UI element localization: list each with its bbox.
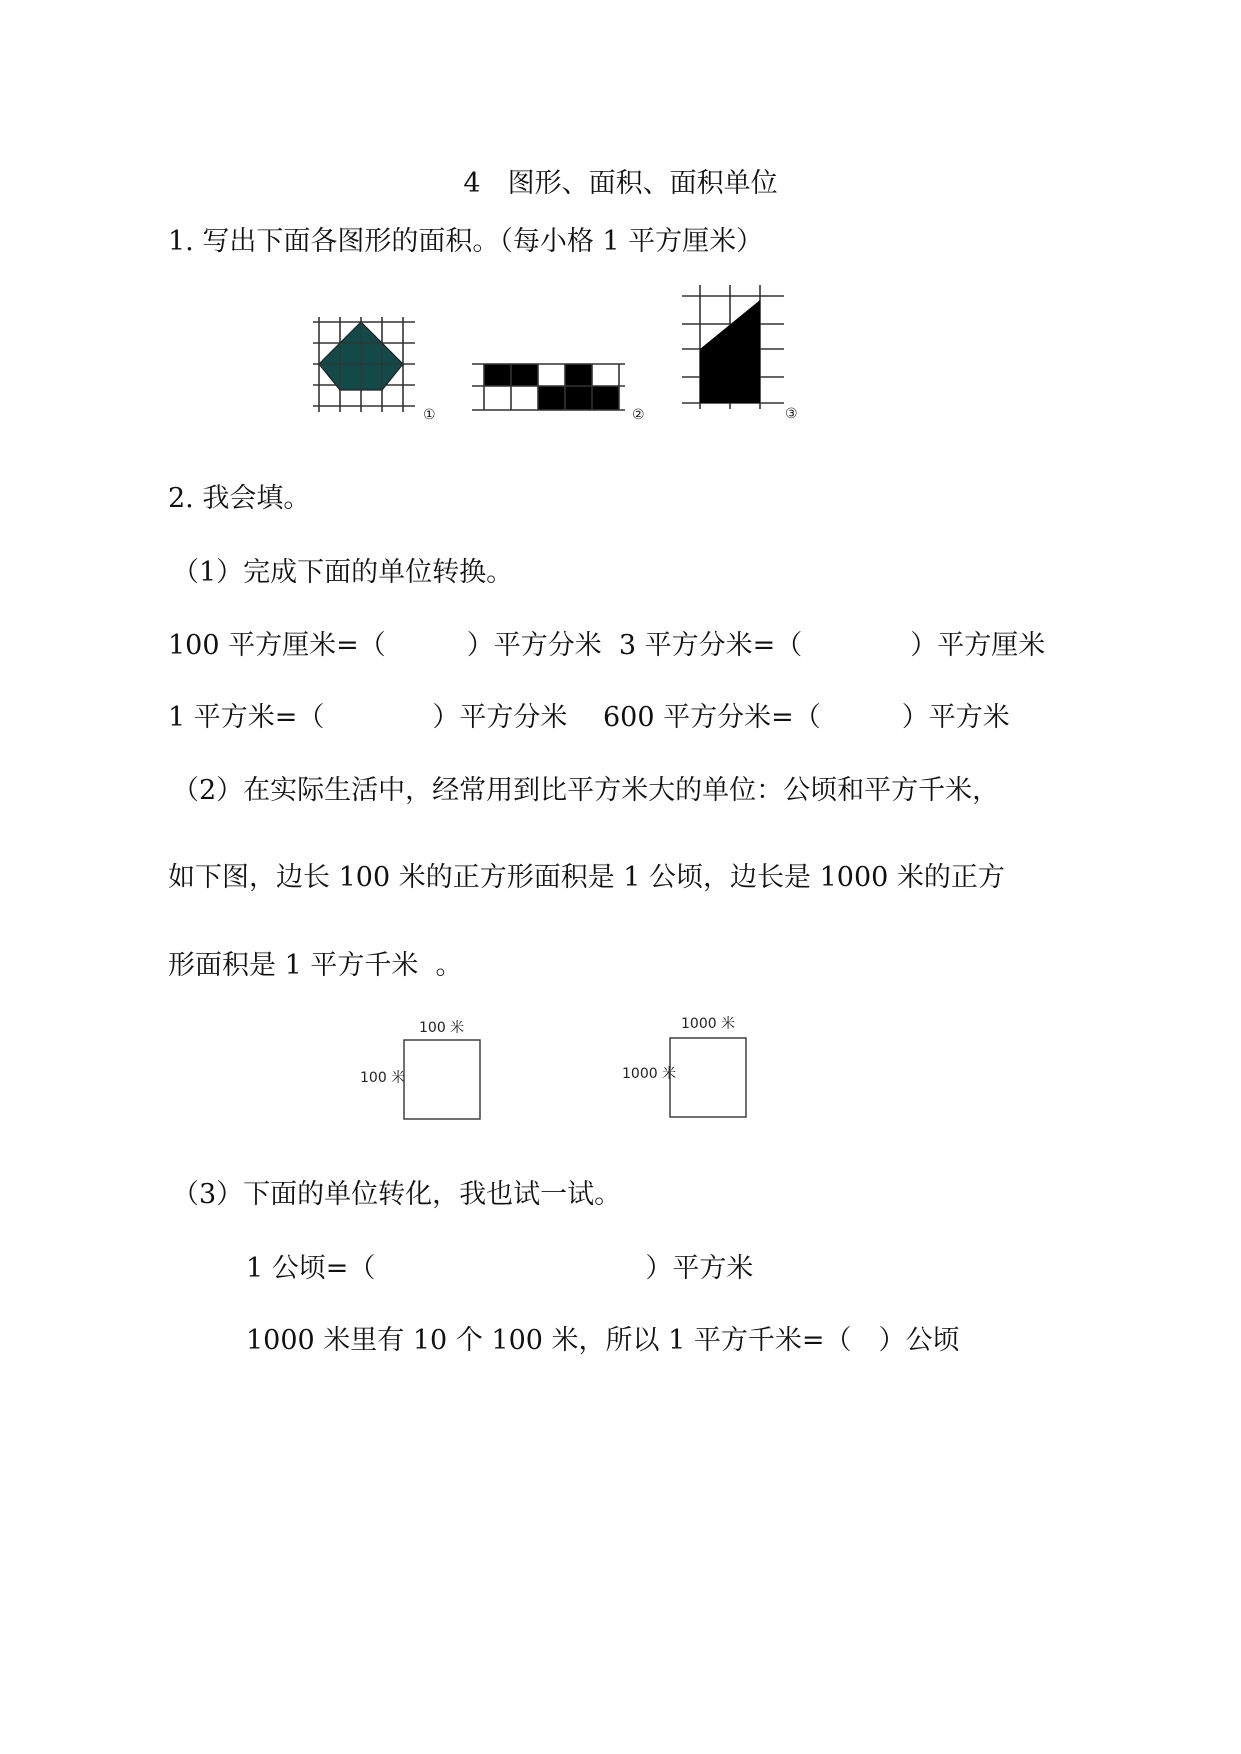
figure-2-shape	[484, 364, 619, 410]
part-2-line-1: （2）在实际生活中，经常用到比平方米大的单位：公顷和平方千米，	[172, 775, 1000, 806]
figure-3-label: ③	[785, 406, 798, 422]
part-3-line-2: 1000 米里有 10 个 100 米，所以 1 平方千米=（ ）公顷	[246, 1325, 960, 1356]
square-2-top-label: 1000 米	[681, 1016, 736, 1032]
figure-3-grid	[680, 283, 810, 428]
square-1000m-diagram	[620, 1010, 760, 1125]
figure-2-grid	[470, 355, 660, 425]
square-100m-diagram	[355, 1012, 495, 1127]
part-3-heading: （3）下面的单位转化，我也试一试。	[172, 1179, 622, 1210]
figure-1-label: ①	[423, 407, 436, 423]
figure-1-grid	[305, 315, 445, 425]
part-2-line-3: 形面积是 1 平方千米 。	[168, 950, 463, 981]
square-1	[404, 1040, 480, 1119]
part-1-heading: （1）完成下面的单位转换。	[172, 557, 514, 588]
part-3-line-1: 1 公顷=（ ）平方米	[246, 1253, 754, 1284]
conversion-line-2: 1 平方米=（ ）平方分米 600 平方分米=（ ）平方米	[168, 702, 1010, 733]
square-2-side-label: 1000 米	[622, 1066, 677, 1082]
question-2-prompt: 2. 我会填。	[168, 483, 311, 514]
square-1-top-label: 100 米	[419, 1020, 465, 1036]
page-title: 4 图形、面积、面积单位	[463, 168, 778, 199]
figure-2-label: ②	[632, 407, 645, 423]
part-2-line-2: 如下图，边长 100 米的正方形面积是 1 公顷，边长是 1000 米的正方	[168, 862, 1005, 893]
conversion-line-1: 100 平方厘米=（ ）平方分米 3 平方分米=（ ）平方厘米	[168, 630, 1046, 661]
question-1-prompt: 1. 写出下面各图形的面积。（每小格 1 平方厘米）	[168, 226, 764, 257]
square-2	[670, 1038, 746, 1117]
square-1-side-label: 100 米	[360, 1070, 406, 1086]
